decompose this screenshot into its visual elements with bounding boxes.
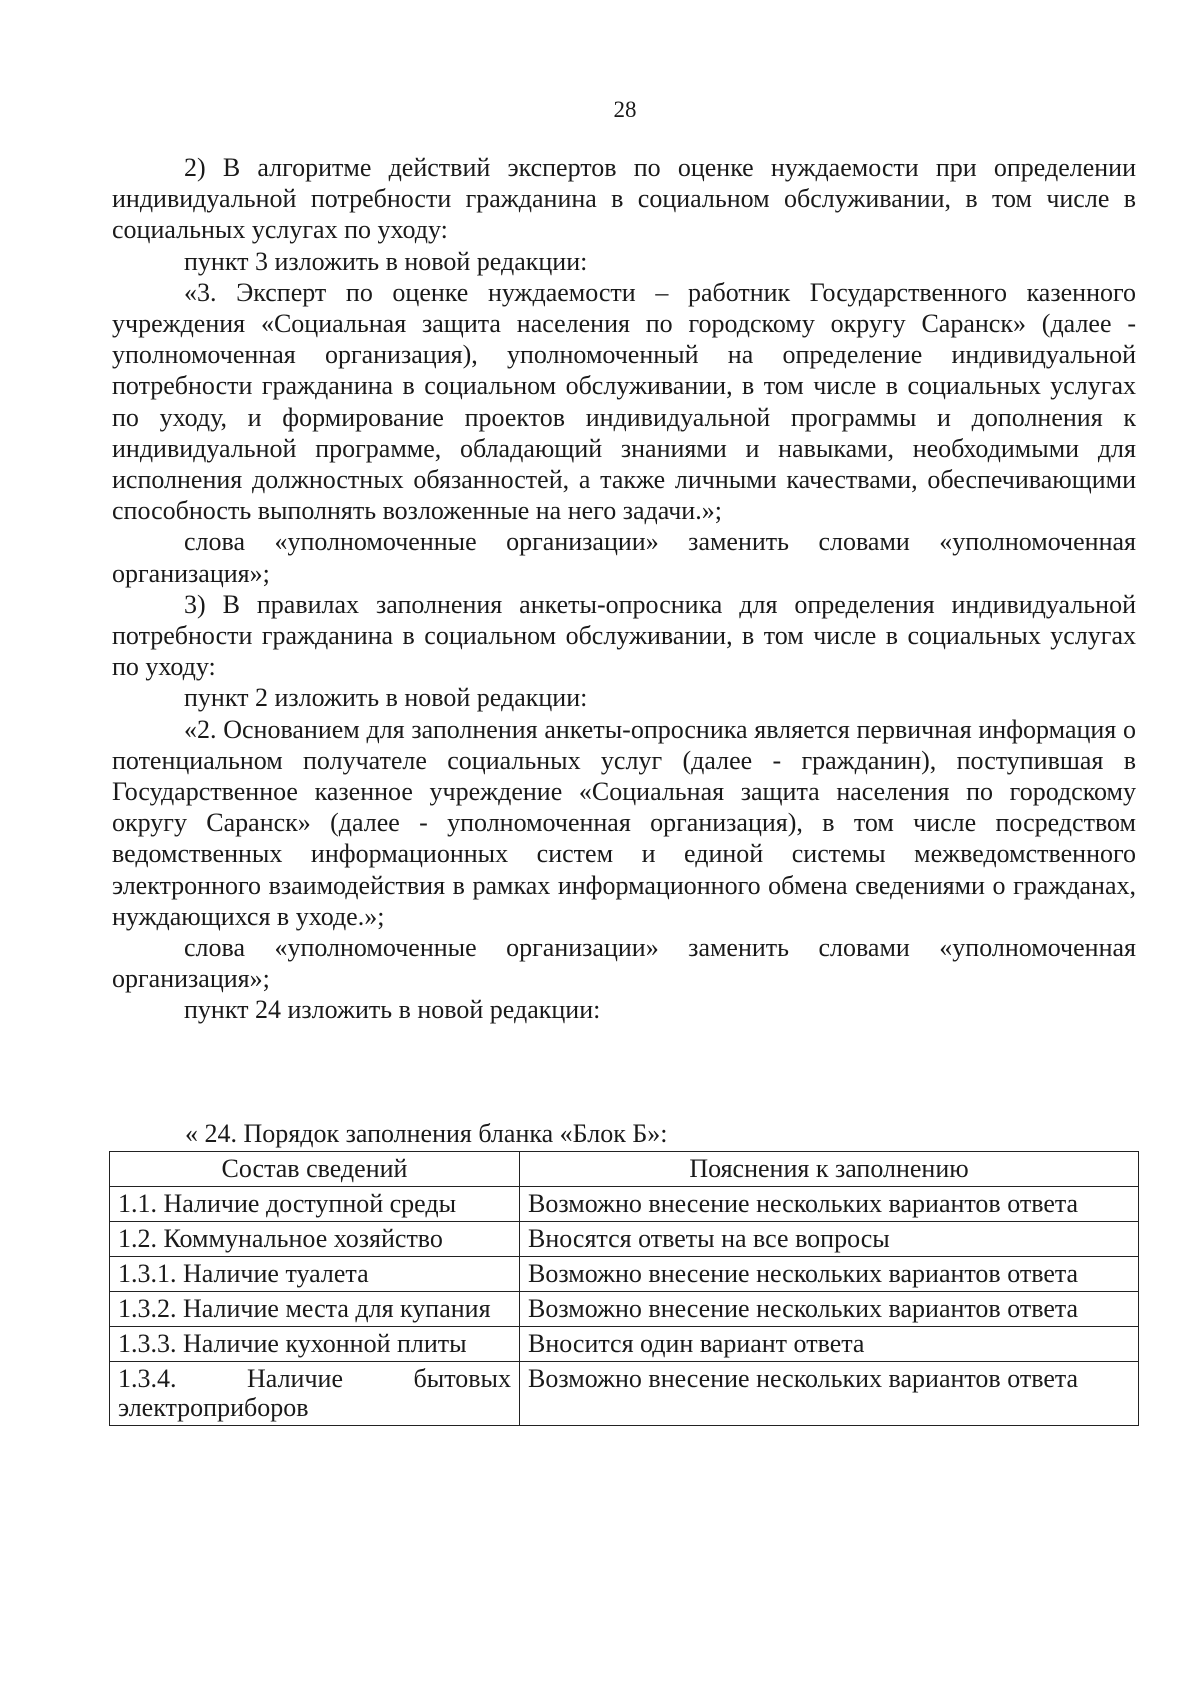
table-row bbox=[110, 1257, 1139, 1292]
paragraph-point-3-heading: пункт 3 изложить в новой редакции: bbox=[184, 246, 588, 276]
table-cell: 1.1. Наличие доступной среды bbox=[110, 1187, 520, 1222]
table-row bbox=[110, 1222, 1139, 1257]
table-cell: 1.3.1. Наличие туалета bbox=[110, 1257, 520, 1292]
table-row bbox=[110, 1327, 1139, 1362]
table-row bbox=[110, 1362, 1139, 1426]
paragraph-item-3-intro: 3) В правилах заполнения анкеты-опросника для определения индивидуальной потребности гражданина в социальном обслуживании, в том числе в социальных услугах по уходу: bbox=[112, 589, 1136, 682]
table-cell: Возможно внесение нескольких вариантов ответа bbox=[520, 1257, 1139, 1292]
table-cell: 1.3.4. Наличие бытовых электроприборов bbox=[110, 1362, 520, 1426]
paragraph-replace-words-2: слова «уполномоченные организации» заменить словами «уполномоченная организация»; bbox=[112, 933, 1136, 994]
table-cell: 1.3.3. Наличие кухонной плиты bbox=[110, 1327, 520, 1362]
table-row bbox=[110, 1292, 1139, 1327]
table-cell: 1.3.2. Наличие места для купания bbox=[110, 1292, 520, 1327]
table-title: « 24. Порядок заполнения бланка «Блок Б»: bbox=[185, 1119, 668, 1148]
block-b-table bbox=[109, 1151, 1139, 1426]
table-row bbox=[110, 1187, 1139, 1222]
table-cell: 1.2. Коммунальное хозяйство bbox=[110, 1222, 520, 1257]
paragraph-replace-words-1: слова «уполномоченные организации» заменить словами «уполномоченная организация»; bbox=[112, 527, 1136, 588]
table-cell: Возможно внесение нескольких вариантов ответа bbox=[520, 1362, 1139, 1426]
table-cell: Вносятся ответы на все вопросы bbox=[520, 1222, 1139, 1257]
paragraph-item-2-intro: 2) В алгоритме действий экспертов по оценке нуждаемости при определении индивидуальной потребности гражданина в социальном обслуживании, в том числе в социальных услугах по уходу: bbox=[112, 153, 1136, 245]
paragraph-point-24-heading: пункт 24 изложить в новой редакции: bbox=[184, 995, 601, 1025]
table-cell: Возможно внесение нескольких вариантов ответа bbox=[520, 1292, 1139, 1327]
table-cell: Вносится один вариант ответа bbox=[520, 1327, 1139, 1362]
page-number: 28 bbox=[613, 97, 637, 122]
paragraph-point-3-text: «3. Эксперт по оценке нуждаемости – работник Государственного казенного учреждения «Социальная защита населения по городскому округу Саранск» (далее - уполномоченная организация), уполномоченный на определение индивидуальной потребности гражданина в социальном обслуживании, в том числе в социальных услугах по уходу, и формирование проектов индивидуальной программы и дополнения к индивидуальной программе, обладающий знаниями и навыками, необходимыми для исполнения должностных обязанностей, а также личными качествами, обеспечивающими способность выполнять возложенные на него задачи.»; bbox=[112, 277, 1136, 526]
column-header-composition: Состав сведений bbox=[110, 1152, 520, 1187]
paragraph-point-2-text: «2. Основанием для заполнения анкеты-опросника является первичная информация о потенциальном получателе социальных услуг (далее - гражданин), поступившая в Государственное казенное учреждение «Социальная защита населения по городскому округу Саранск» (далее - уполномоченная организация), в том числе посредством ведомственных информационных систем и единой системы межведомственного электронного взаимодействия в рамках информационного обмена сведениями о гражданах, нуждающихся в уходе.»; bbox=[112, 714, 1136, 931]
table-cell: Возможно внесение нескольких вариантов ответа bbox=[520, 1187, 1139, 1222]
column-header-explanation: Пояснения к заполнению bbox=[520, 1152, 1139, 1187]
paragraph-point-2-heading: пункт 2 изложить в новой редакции: bbox=[184, 683, 588, 713]
document-body bbox=[112, 152, 1136, 1026]
table-header-row bbox=[110, 1152, 1139, 1187]
